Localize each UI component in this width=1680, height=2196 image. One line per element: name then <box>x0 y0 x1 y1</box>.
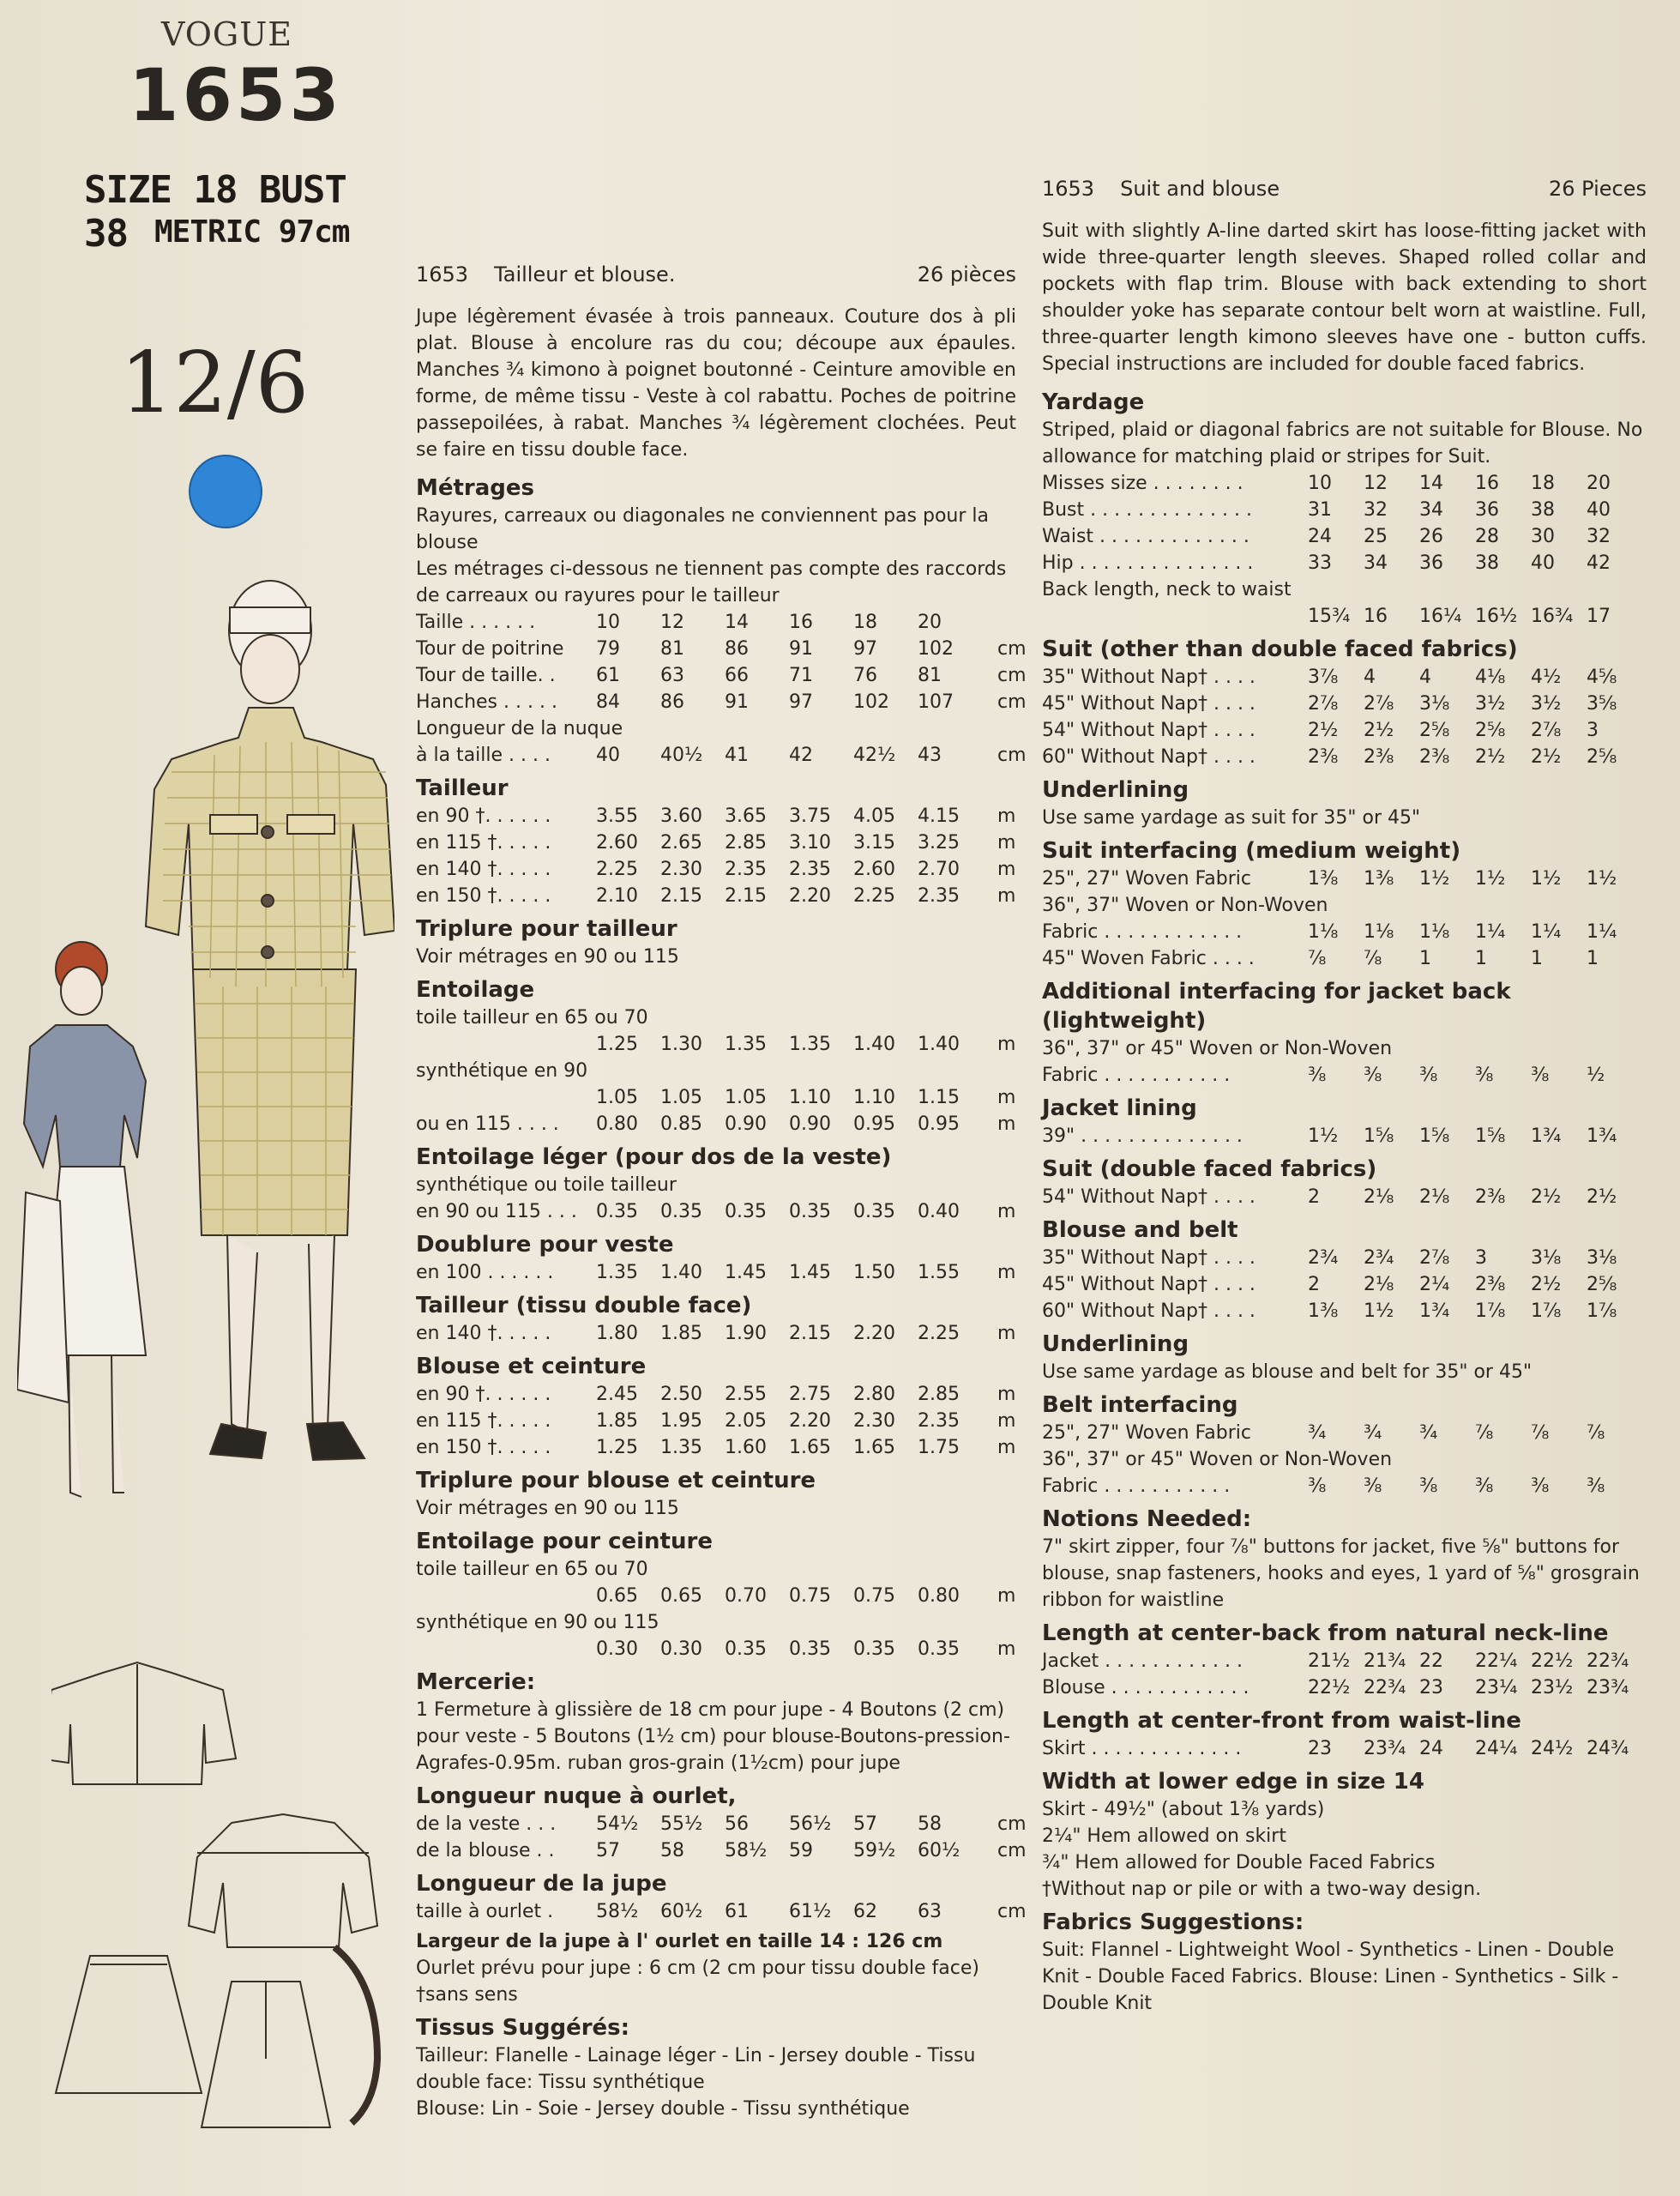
english-suit-title: Suit (other than double faced fabrics) <box>1042 636 1518 662</box>
table-row: en 115 †. . . . . 1.85 1.95 2.05 2.20 2.30 2.35 m <box>416 1410 1016 1432</box>
english-length-cb-title: Length at center-back from natural neck-line <box>1042 1620 1609 1646</box>
english-header <box>1042 176 1647 202</box>
english-hem2: ¾" Hem allowed for Double Faced Fabrics <box>1042 1852 1436 1873</box>
french-tissus-line1: Tailleur: Flanelle - Lainage léger - Lin - Jersey double - Tissu double face: Tissu synthétique <box>416 2045 976 2093</box>
french-ourlet-text: Ourlet prévu pour jupe : 6 cm (2 cm pour tissu double face) <box>416 1958 979 1979</box>
english-fabrics-text: Suit: Flannel - Lightweight Wool - Synthetics - Linen - Double Knit - Double Faced Fabrics. Blouse: Linen - Synthetics - Silk - Double Knit <box>1042 1940 1619 2014</box>
pattern-number: 1653 <box>129 53 343 137</box>
table-row: en 90 †. . . . . . 3.55 3.60 3.65 3.75 4.05 4.15 m <box>416 805 1016 827</box>
english-belt-title: Belt interfacing <box>1042 1392 1238 1418</box>
table-row: en 150 †. . . . . 1.25 1.35 1.60 1.65 1.65 1.75 m <box>416 1437 1016 1458</box>
french-column <box>416 262 1027 2122</box>
english-width-text: Skirt - 49½" (about 1⅜ yards) <box>1042 1799 1325 1820</box>
french-mercerie-title: Mercerie: <box>416 1669 536 1695</box>
english-yardage-title: Yardage <box>1042 389 1145 415</box>
left-column <box>0 0 403 2196</box>
table-row: à la taille . . . . 40 40½ 41 42 42½ 43 cm <box>416 745 1027 766</box>
english-add-interfacing-title: Additional interfacing for jacket back (lightweight) <box>1042 979 1511 1034</box>
table-row: en 150 †. . . . . 2.10 2.15 2.15 2.20 2.25 2.35 m <box>416 885 1016 907</box>
french-entoilage-ceinture-title: Entoilage pour ceinture <box>416 1529 713 1554</box>
table-row: Tour de taille. . 61 63 66 71 76 81 cm <box>416 665 1027 686</box>
english-header-pieces: 26 Pieces <box>1548 177 1647 201</box>
table-row: Tour de poitrine 79 81 86 91 97 102 cm <box>416 638 1027 660</box>
french-tissus-line2: Blouse: Lin - Soie - Jersey double - Tissu synthétique <box>416 2098 910 2120</box>
table-row: 60" Without Nap† . . . . 2⅜ 2⅜ 2⅜ 2½ 2½ 2⅝ <box>1042 746 1617 768</box>
table-row: en 90 †. . . . . . 2.45 2.50 2.55 2.75 2.80 2.85 m <box>416 1384 1016 1405</box>
jacket-back-flat <box>51 1662 236 1784</box>
french-tailleur-df-title: Tailleur (tissu double face) <box>416 1293 752 1318</box>
table-row: 1.05 1.05 1.05 1.10 1.10 1.15 m <box>596 1087 1016 1108</box>
english-underlining-title: Underlining <box>1042 777 1189 803</box>
french-tissus-title: Tissus Suggérés: <box>416 2015 630 2041</box>
french-size-table <box>416 609 1027 769</box>
english-column <box>1042 176 1647 2017</box>
english-fabrics-title: Fabrics Suggestions: <box>1042 1909 1304 1935</box>
table-row: taille à ourlet . 58½ 60½ 61 61½ 62 63 cm <box>416 1901 1027 1922</box>
french-blouse-title: Blouse et ceinture <box>416 1354 647 1379</box>
french-triplure-tailleur-text: Voir métrages en 90 ou 115 <box>416 946 679 968</box>
table-row: en 90 ou 115 . . . 0.35 0.35 0.35 0.35 0.35 0.40 m <box>416 1201 1016 1222</box>
french-entoilage-text2: synthétique en 90 <box>416 1060 588 1082</box>
french-largeur-text: Largeur de la jupe à l' ourlet en taille 14 : 126 cm <box>416 1931 943 1952</box>
table-row: 60" Without Nap† . . . . 1⅜ 1½ 1¾ 1⅞ 1⅞ 1⅞ <box>1042 1300 1617 1322</box>
english-back-length-label: Back length, neck to waist <box>1042 579 1292 600</box>
english-belt-mid-label: 36", 37" or 45" Woven or Non-Woven <box>1042 1449 1393 1470</box>
english-description: Suit with slightly A-line darted skirt has loose-fitting jacket with wide three-quarter length sleeves. Shaped rolled collar and pockets with flap trim. Blouse with back extending to short shoulder yoke has separate contour belt worn at waistline. Full, three-quarter length kimono sleeves have one - button cuffs. Special instructions are included for double faced fabrics. <box>1042 220 1647 375</box>
table-row: 35" Without Nap† . . . . 2¾ 2¾ 2⅞ 3 3⅛ 3⅛ <box>1042 1247 1617 1269</box>
skirt-back-flat <box>202 1982 330 2127</box>
table-row: 54" Without Nap† . . . . 2 2⅛ 2⅛ 2⅜ 2½ 2½ <box>1042 1186 1617 1208</box>
english-underlining-text: Use same yardage as suit for 35" or 45" <box>1042 807 1421 829</box>
french-entoilage-leger-text: synthétique ou toile tailleur <box>416 1174 677 1196</box>
french-entoilage-text1: toile tailleur en 65 ou 70 <box>416 1007 648 1029</box>
table-row: 39" . . . . . . . . . . . . . . 1½ 1⅝ 1⅝ 1⅝ 1¾ 1¾ <box>1042 1125 1617 1147</box>
english-nap-note: †Without nap or pile or with a two-way design. <box>1042 1879 1482 1900</box>
table-row: 0.30 0.30 0.35 0.35 0.35 0.35 m <box>596 1638 1016 1660</box>
table-row: 25", 27" Woven Fabric 1⅜ 1⅜ 1½ 1½ 1½ 1½ <box>1042 868 1617 890</box>
table-row: Fabric . . . . . . . . . . . ⅜ ⅜ ⅜ ⅜ ⅜ ⅜ <box>1042 1475 1605 1497</box>
table-row: en 100 . . . . . . 1.35 1.40 1.45 1.45 1.50 1.55 m <box>416 1262 1016 1283</box>
english-width-title: Width at lower edge in size 14 <box>1042 1769 1424 1795</box>
french-entoilage-ceinture-text1: toile tailleur en 65 ou 70 <box>416 1559 648 1580</box>
table-row: 45" Without Nap† . . . . 2 2⅛ 2¼ 2⅜ 2½ 2⅝ <box>1042 1274 1617 1295</box>
french-header-pieces: 26 pièces <box>917 262 1016 287</box>
table-row: 1.25 1.30 1.35 1.35 1.40 1.40 m <box>596 1034 1016 1055</box>
english-notions-title: Notions Needed: <box>1042 1506 1252 1532</box>
table-row: 15¾ 16 16¼ 16½ 16¾ 17 <box>1308 606 1611 627</box>
english-interfacing-title: Suit interfacing (medium weight) <box>1042 838 1461 864</box>
english-header-title: Suit and blouse <box>1120 177 1280 201</box>
table-row: Hanches . . . . . 84 86 91 97 102 107 cm <box>416 691 1027 713</box>
table-row: 45" Without Nap† . . . . 2⅞ 2⅞ 3⅛ 3½ 3½ 3⅝ <box>1042 693 1617 715</box>
french-sans-sens: †sans sens <box>416 1984 518 2006</box>
english-add-interfacing-label: 36", 37" or 45" Woven or Non-Woven <box>1042 1038 1393 1059</box>
table-row: Taille . . . . . . 10 12 14 16 18 20 <box>416 612 942 633</box>
table-row: de la veste . . . 54½ 55½ 56 56½ 57 58 cm <box>416 1813 1027 1835</box>
suit-figure-illustration <box>146 581 394 1460</box>
french-description: Jupe légèrement évasée à trois panneaux. Couture dos à pli plat. Blouse à encolure ras du cou; découpe aux épaules. Manches ¾ kimono à poignet boutonné - Ceinture amovible en forme, de même tissu - Veste à col rabattu. Poches de poitrine passepoilées, à rabat. Manches ¾ légèrement clochées. Peut se faire en tissu double face. <box>416 306 1016 461</box>
english-interfacing-mid-label: 36", 37" Woven or Non-Woven <box>1042 895 1328 916</box>
table-row: de la blouse . . 57 58 58½ 59 59½ 60½ cm <box>416 1840 1027 1861</box>
french-metrages-note1: Rayures, carreaux ou diagonales ne conviennent pas pour la blouse <box>416 505 989 553</box>
table-row: Hip . . . . . . . . . . . . . . . 33 34 36 38 40 42 <box>1042 552 1611 574</box>
french-triplure-blouse-title: Triplure pour blouse et ceinture <box>416 1468 816 1493</box>
technical-flats <box>51 1656 394 2136</box>
skirt-front-flat <box>56 1956 202 2093</box>
english-underlining2-title: Underlining <box>1042 1331 1189 1357</box>
french-metrages-title: Métrages <box>416 475 535 501</box>
table-row: Bust . . . . . . . . . . . . . . 31 32 34 36 38 40 <box>1042 499 1611 521</box>
french-doublure-title: Doublure pour veste <box>416 1232 674 1258</box>
table-row: en 140 †. . . . . 2.25 2.30 2.35 2.35 2.60 2.70 m <box>416 859 1016 880</box>
french-tailleur-title: Tailleur <box>416 775 509 801</box>
english-hem1: 2¼" Hem allowed on skirt <box>1042 1825 1286 1847</box>
english-notions-text: 7" skirt zipper, four ⅞" buttons for jacket, five ⅝" buttons for blouse, snap fasteners, hooks and eyes, 1 yard of ⅝" grosgrain ribbon for waistline <box>1042 1536 1640 1611</box>
blue-dot-sticker <box>189 455 262 528</box>
blouse-back-flat <box>189 1814 377 1947</box>
brand-name: VOGUE <box>161 15 293 53</box>
table-row: Fabric . . . . . . . . . . . . 1⅛ 1⅛ 1⅛ 1¼ 1¼ 1¼ <box>1042 921 1617 943</box>
english-suit-df-title: Suit (double faced fabrics) <box>1042 1156 1377 1182</box>
french-header-title: Tailleur et blouse. <box>494 262 676 287</box>
table-row: 35" Without Nap† . . . . 3⅞ 4 4 4⅛ 4½ 4⅝ <box>1042 667 1617 688</box>
french-entoilage-ceinture-text2: synthétique en 90 ou 115 <box>416 1612 659 1633</box>
french-metrages-note2: Les métrages ci-dessous ne tiennent pas compte des raccords de carreaux ou rayures pour le tailleur <box>416 558 1007 606</box>
french-nuque-label: Longueur de la nuque <box>416 718 623 739</box>
table-row: 25", 27" Woven Fabric ¾ ¾ ¾ ⅞ ⅞ ⅞ <box>1042 1422 1605 1444</box>
fashion-illustration <box>17 566 394 1630</box>
french-header-number: 1653 <box>416 262 469 287</box>
french-longueur-ourlet-title: Longueur nuque à ourlet, <box>416 1783 737 1809</box>
table-row: 54" Without Nap† . . . . 2½ 2½ 2⅝ 2⅝ 2⅞ 3 <box>1042 720 1599 741</box>
french-header <box>416 262 1016 288</box>
french-mercerie-text: 1 Fermeture à glissière de 18 cm pour jupe - 4 Boutons (2 cm) pour veste - 5 Boutons (1½ cm) pour blouse-Boutons-pression-Agrafes-0.95m. ruban gros-grain (1½cm) pour jupe <box>416 1699 1010 1774</box>
table-row: ou en 115 . . . . 0.80 0.85 0.90 0.90 0.95 0.95 m <box>416 1113 1016 1135</box>
table-row: Waist . . . . . . . . . . . . . 24 25 26 28 30 32 <box>1042 526 1611 547</box>
french-longueur-jupe-title: Longueur de la jupe <box>416 1871 667 1897</box>
price-mark: 12/6 <box>120 335 310 432</box>
size-bust-stamp: SIZE 18 BUST 38 <box>84 168 346 256</box>
table-row: Jacket . . . . . . . . . . . . 21½ 21¾ 22 22¼ 22½ 22¾ <box>1042 1650 1629 1672</box>
french-entoilage-leger-title: Entoilage léger (pour dos de la veste) <box>416 1144 892 1170</box>
belt-flat <box>334 1947 377 2123</box>
english-underlining2-text: Use same yardage as blouse and belt for 35" or 45" <box>1042 1361 1532 1383</box>
metric-stamp: METRIC 97cm <box>154 214 350 250</box>
table-row: 45" Woven Fabric . . . . ⅞ ⅞ 1 1 1 1 <box>1042 948 1599 969</box>
french-triplure-tailleur-title: Triplure pour tailleur <box>416 916 677 942</box>
french-triplure-blouse-text: Voir métrages en 90 ou 115 <box>416 1498 679 1519</box>
table-row: Fabric . . . . . . . . . . . ⅜ ⅜ ⅜ ⅜ ⅜ ½ <box>1042 1065 1605 1086</box>
english-header-number: 1653 <box>1042 177 1095 201</box>
table-row: Skirt . . . . . . . . . . . . . 23 23¾ 24 24¼ 24½ 24¾ <box>1042 1738 1629 1759</box>
table-row: en 115 †. . . . . 2.60 2.65 2.85 3.10 3.15 3.25 m <box>416 832 1016 854</box>
table-row: Blouse . . . . . . . . . . . . 22½ 22¾ 23 23¼ 23½ 23¾ <box>1042 1677 1629 1698</box>
french-entoilage-title: Entoilage <box>416 977 535 1003</box>
english-blouse-title: Blouse and belt <box>1042 1217 1238 1243</box>
table-row: en 140 †. . . . . 1.80 1.85 1.90 2.15 2.20 2.25 m <box>416 1323 1016 1344</box>
table-row: 0.65 0.65 0.70 0.75 0.75 0.80 m <box>596 1585 1016 1607</box>
english-yardage-note: Striped, plaid or diagonal fabrics are not suitable for Blouse. No allowance for matching plaid or stripes for Suit. <box>1042 419 1643 468</box>
english-length-cf-title: Length at center-front from waist-line <box>1042 1708 1521 1734</box>
blouse-figure-illustration <box>17 942 146 1497</box>
table-row: Misses size . . . . . . . . 10 12 14 16 18 20 <box>1042 473 1611 494</box>
english-lining-title: Jacket lining <box>1042 1095 1197 1121</box>
